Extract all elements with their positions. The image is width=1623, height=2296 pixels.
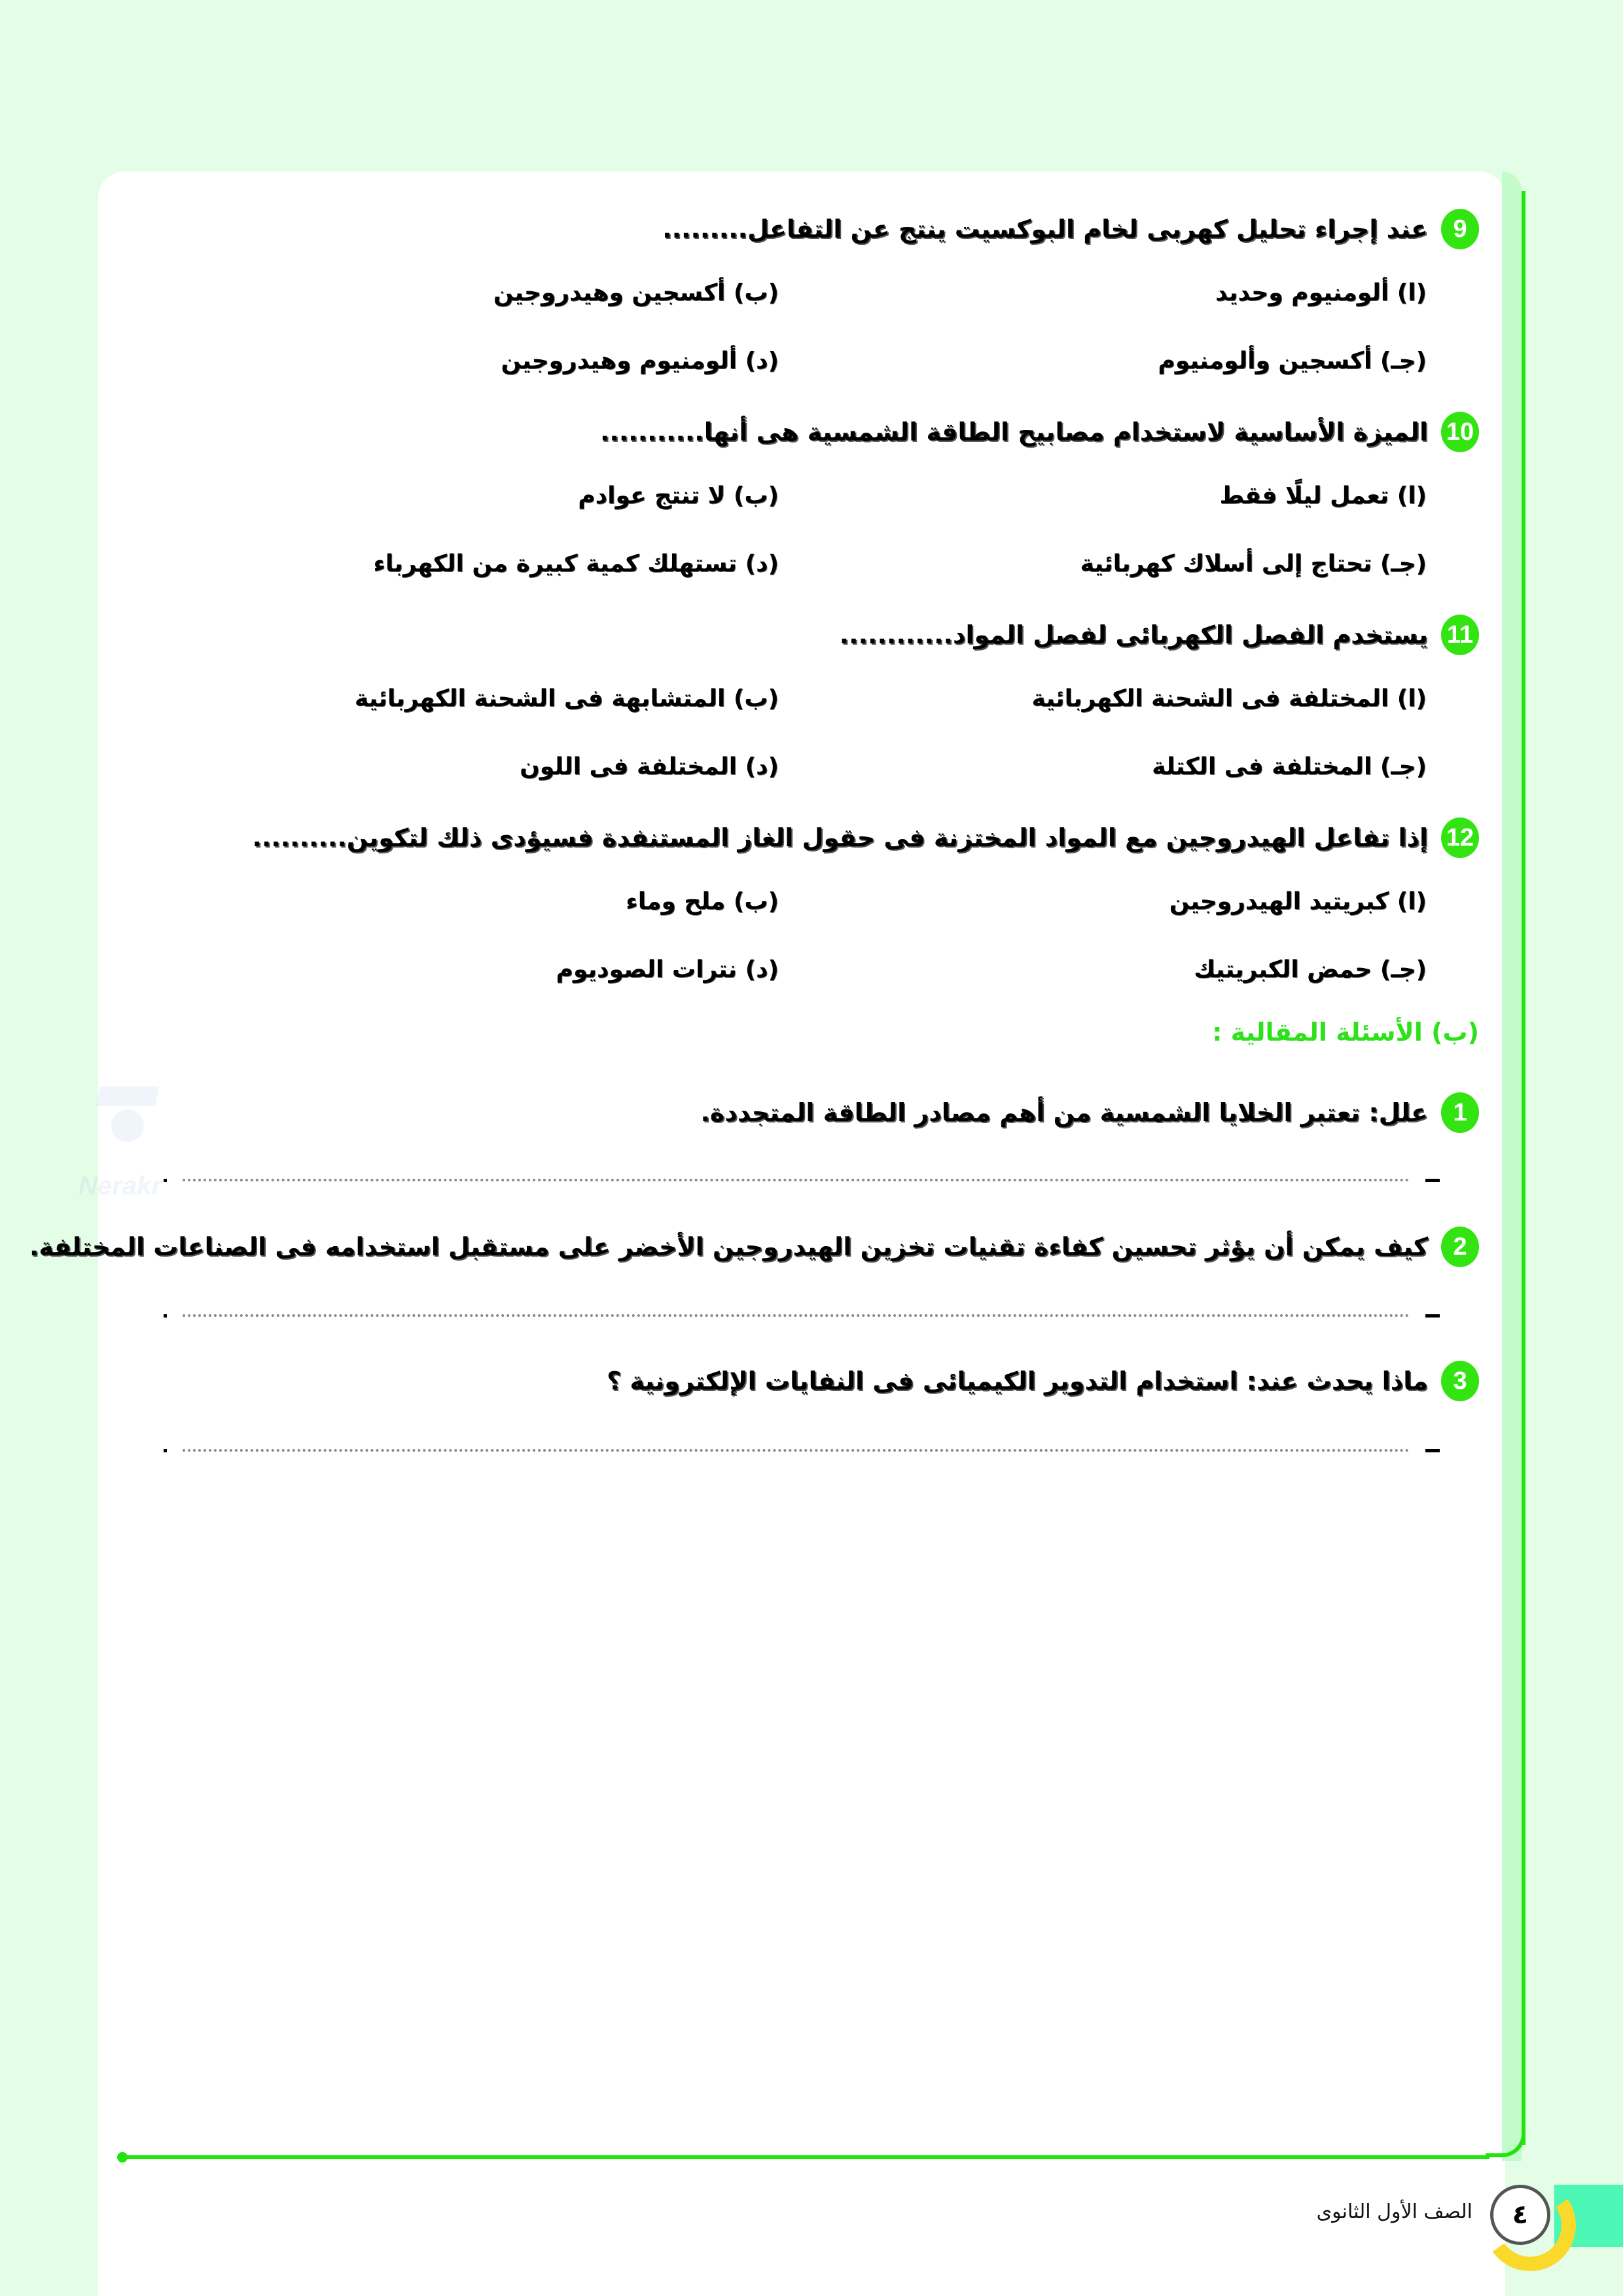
essay-section-title: (ب) الأسئلة المقالية : xyxy=(1212,1018,1479,1047)
answer-dash xyxy=(1425,1314,1440,1318)
answer-dots xyxy=(183,1179,1410,1181)
mcq-question-12 xyxy=(252,815,1479,861)
question-text: الميزة الأساسية لاستخدام مصابيح الطاقة الشمسية هى أنها........... xyxy=(599,418,1428,446)
frame-dot xyxy=(117,2152,128,2162)
question-text: إذا تفاعل الهيدروجين مع المواد المختزنة فى حقول الغاز المستنفدة فسيؤدى ذلك لتكوين.......... xyxy=(252,823,1428,852)
question-number-badge: 11 xyxy=(1441,615,1479,655)
question-number-badge: 3 xyxy=(1441,1361,1479,1401)
question-number-badge: 12 xyxy=(1441,817,1479,858)
answer-end-dot xyxy=(164,1314,167,1318)
question-number-badge: 2 xyxy=(1441,1227,1479,1267)
answer-dots xyxy=(183,1449,1410,1452)
essay-question-1 xyxy=(700,1090,1479,1136)
option-d[interactable]: (د) ألومنيوم وهيدروجين xyxy=(501,348,779,374)
question-number-badge: 1 xyxy=(1441,1092,1479,1133)
grade-label: الصف الأول الثانوى xyxy=(1316,2200,1472,2223)
question-text: كيف يمكن أن يؤثر تحسين كفاءة تقنيات تخزين الهيدروجين الأخضر على مستقبل استخدامه فى الصناعات المختلفة. xyxy=(29,1232,1428,1261)
frame-right-border xyxy=(1522,191,1525,2145)
question-number-badge: 9 xyxy=(1441,209,1479,249)
answer-line-3[interactable] xyxy=(164,1444,1440,1457)
option-b[interactable]: (ب) لا تنتج عوادم xyxy=(578,482,779,509)
answer-line-2[interactable] xyxy=(164,1309,1440,1322)
answer-line-1[interactable] xyxy=(164,1174,1440,1187)
option-c[interactable]: (جـ) أكسجين وألومنيوم xyxy=(1158,348,1427,374)
frame-bottom-border xyxy=(122,2155,1489,2159)
mcq-question-11 xyxy=(840,612,1479,658)
watermark xyxy=(79,1080,223,1211)
graduate-head-icon xyxy=(111,1109,144,1142)
question-number-badge: 10 xyxy=(1441,412,1479,452)
option-d[interactable]: (د) تستهلك كمية كبيرة من الكهرباء xyxy=(373,550,779,577)
answer-end-dot xyxy=(164,1179,167,1182)
answer-end-dot xyxy=(164,1449,167,1452)
answer-dash xyxy=(1425,1179,1440,1182)
page-number-badge xyxy=(1490,2185,1550,2245)
graduate-cap-icon xyxy=(96,1086,158,1106)
answer-dash xyxy=(1425,1449,1440,1452)
question-text: علل: تعتبر الخلايا الشمسية من أهم مصادر الطاقة المتجددة. xyxy=(700,1098,1428,1127)
option-c[interactable]: (جـ) المختلفة فى الكتلة xyxy=(1152,753,1427,780)
mcq-question-9 xyxy=(662,206,1479,252)
watermark-text: Nerakr xyxy=(79,1172,162,1200)
option-d[interactable]: (د) المختلفة فى اللون xyxy=(520,753,779,780)
option-a[interactable]: (ا) تعمل ليلًا فقط xyxy=(1219,482,1427,509)
option-a[interactable]: (ا) ألومنيوم وحديد xyxy=(1215,279,1427,306)
question-text: يستخدم الفصل الكهربائى لفصل المواد............ xyxy=(839,620,1428,649)
card-side-strip xyxy=(1502,171,1522,2161)
question-text: ماذا يحدث عند: استخدام التدوير الكيميائى فى النفايات الإلكترونية ؟ xyxy=(607,1367,1428,1395)
answer-dots xyxy=(183,1314,1410,1317)
option-c[interactable]: (جـ) تحتاج إلى أسلاك كهربائية xyxy=(1080,550,1427,577)
option-b[interactable]: (ب) المتشابهة فى الشحنة الكهربائية xyxy=(354,685,779,712)
essay-question-2 xyxy=(29,1224,1479,1270)
essay-question-3 xyxy=(607,1358,1479,1404)
option-d[interactable]: (د) نترات الصوديوم xyxy=(556,956,779,983)
option-b[interactable]: (ب) أكسجين وهيدروجين xyxy=(493,279,779,306)
option-a[interactable]: (ا) كبريتيد الهيدروجين xyxy=(1169,888,1427,915)
option-a[interactable]: (ا) المختلفة فى الشحنة الكهربائية xyxy=(1031,685,1427,712)
page-number: ٤ xyxy=(1512,2200,1529,2230)
mcq-question-10 xyxy=(600,409,1479,455)
option-b[interactable]: (ب) ملح وماء xyxy=(626,888,779,915)
option-c[interactable]: (جـ) حمض الكبريتيك xyxy=(1194,956,1427,983)
question-text: عند إجراء تحليل كهربى لخام البوكسيت ينتج عن التفاعل......... xyxy=(662,215,1428,243)
